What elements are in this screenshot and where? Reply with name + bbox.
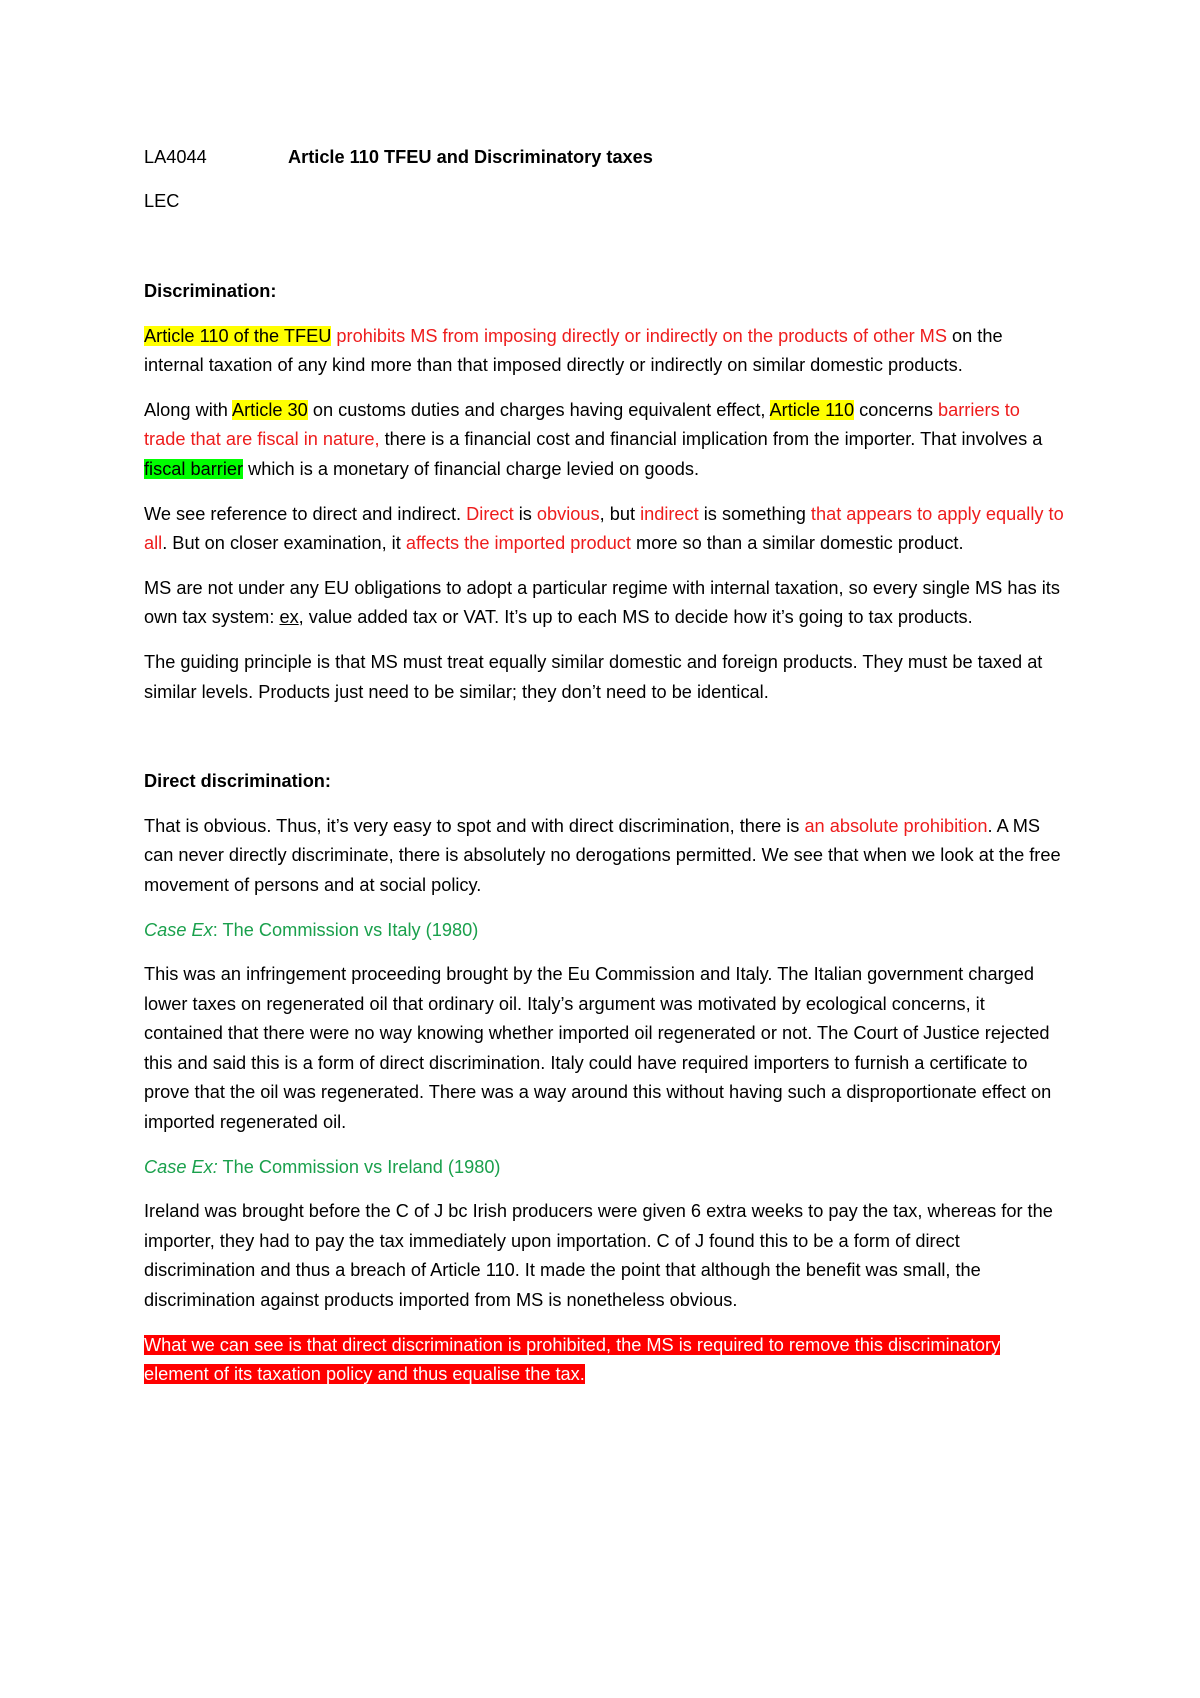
highlight-article-110: Article 110	[769, 399, 855, 420]
red-text-obvious: obvious	[536, 503, 600, 524]
case-title: The Commission vs Ireland (1980)	[217, 1156, 501, 1177]
case-heading-italy	[144, 916, 1064, 946]
highlight-article-30: Article 30	[231, 399, 308, 420]
red-text-absolute-prohibition: an absolute prohibition	[804, 815, 988, 836]
red-text-barriers: barriers to trade that are fiscal in nature,	[144, 399, 1020, 450]
document-header	[144, 143, 1064, 173]
red-text-appears: that appears to apply equally to all	[144, 503, 1064, 554]
course-code: LA4044	[144, 147, 207, 167]
paragraph-obvious	[144, 812, 1064, 901]
highlight-article-110-tfeu: Article 110 of the TFEU	[144, 325, 332, 346]
paragraph-article-110	[144, 322, 1064, 381]
text-span: which is a monetary of financial charge levied on goods.	[243, 458, 700, 479]
text-span: on customs duties and charges having equivalent effect,	[307, 399, 770, 420]
highlight-fiscal-barrier: fiscal barrier	[144, 458, 244, 479]
red-text-prohibits: prohibits MS from imposing directly or indirectly on the products of other MS	[331, 325, 947, 346]
text-span: is	[513, 503, 537, 524]
paragraph-article-30	[144, 396, 1064, 485]
text-span: . A MS can never directly discriminate, there is absolutely no derogations permitted. We see that when we look at the free movement of persons and at social policy.	[144, 815, 1061, 895]
paragraph-guiding-principle: The guiding principle is that MS must treat equally similar domestic and foreign products. They must be taxed at similar levels. Products just need to be similar; they don’t need to be identical.	[144, 651, 1043, 702]
text-span: , value added tax or VAT. It’s up to each MS to decide how it’s going to tax products.	[298, 607, 973, 628]
text-span: Along with	[144, 399, 232, 420]
underlined-ex: ex	[279, 607, 299, 628]
case-heading-ireland	[144, 1153, 1064, 1183]
text-span: there is a financial cost and financial implication from the importer. That involves a	[379, 429, 1043, 450]
text-span: on the internal taxation of any kind more than that imposed directly or indirectly on similar domestic products.	[144, 325, 1003, 376]
case-prefix: Case Ex	[144, 919, 213, 940]
paragraph-direct-indirect	[144, 500, 1064, 559]
text-span: We see reference to direct and indirect.	[144, 503, 467, 524]
section-heading-discrimination: Discrimination:	[144, 281, 277, 301]
highlight-conclusion: What we can see is that direct discrimination is prohibited, the MS is required to remove this discriminatory element of its taxation policy and thus equalise the tax.	[144, 1334, 1001, 1385]
case-prefix: Case Ex:	[144, 1156, 218, 1177]
section-heading-direct-discrimination: Direct discrimination:	[144, 771, 331, 792]
red-text-indirect: indirect	[640, 503, 699, 524]
text-span: is something	[698, 503, 811, 524]
red-text-affects: affects the imported product	[405, 533, 631, 554]
document-title: Article 110 TFEU and Discriminatory taxes	[288, 147, 653, 167]
lecture-label: LEC	[144, 191, 180, 211]
text-span: concerns	[854, 399, 939, 420]
text-span: . But on closer examination, it	[162, 533, 406, 554]
text-span: , but	[599, 503, 641, 524]
red-text-direct: Direct	[466, 503, 514, 524]
paragraph-case-ireland: Ireland was brought before the C of J bc Irish producers were given 6 extra weeks to pay the tax, whereas for the importer, they had to pay the tax immediately upon importation. C of J found this to be a form of direct discrimination and thus a breach of Article 110. It made the point that although the benefit was small, the discrimination against products imported from MS is nonetheless obvious.	[144, 1201, 1053, 1311]
paragraph-eu-obligations	[144, 574, 1064, 633]
paragraph-conclusion	[144, 1331, 1064, 1390]
text-span: MS are not under any EU obligations to adopt a particular regime with internal taxation, so every single MS has its own tax system:	[144, 577, 1060, 628]
text-span: more so than a similar domestic product.	[630, 533, 964, 554]
paragraph-case-italy: This was an infringement proceeding brought by the Eu Commission and Italy. The Italian government charged lower taxes on regenerated oil that ordinary oil. Italy’s argument was motivated by ecological concerns, it contained that there were no way knowing whether imported oil regenerated or not. The Court of Justice rejected this and said this is a form of direct discrimination. Italy could have required importers to furnish a certificate to prove that the oil was regenerated. There was a way around this without having such a disproportionate effect on imported regenerated oil.	[144, 964, 1052, 1133]
text-span: That is obvious. Thus, it’s very easy to spot and with direct discrimination, there is	[144, 815, 805, 836]
case-title: : The Commission vs Italy (1980)	[212, 919, 479, 940]
document-body	[144, 143, 1064, 1390]
